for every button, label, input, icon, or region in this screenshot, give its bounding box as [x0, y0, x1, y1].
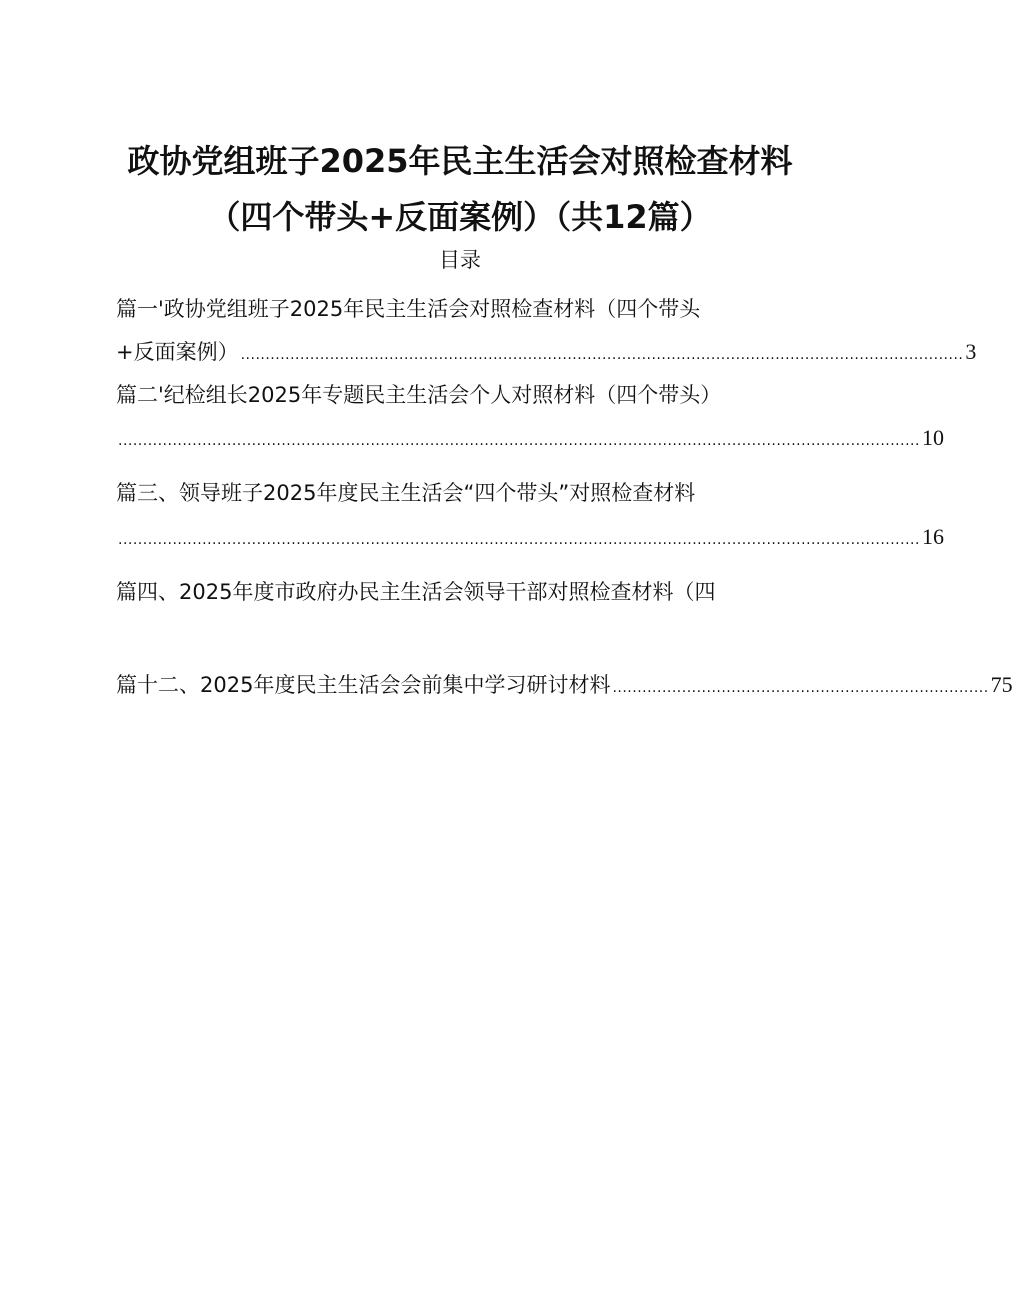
toc-entry-3[interactable] [116, 522, 944, 555]
toc-entry-4-title[interactable]: 篇四、2025年度市政府办民主生活会领导干部对照检查材料（四 [116, 580, 716, 604]
toc-entry-1-title[interactable]: 篇一'政协党组班子2025年民主生活会对照检查材料（四个带头 [116, 297, 701, 321]
toc-entry-1-leader: .................................................................................................................................................. [240, 347, 964, 363]
toc-entry-3-leader: .................................................................................................................................................................. [118, 532, 920, 548]
toc-entry-3-page: 16 [921, 524, 944, 549]
toc-entry-1-title-cont: +反面案例） [116, 340, 239, 364]
toc-entry-12-page: 75 [990, 672, 1013, 697]
toc-heading: 目录 [439, 248, 481, 272]
document-title-line-1: 政协党组班子2025年民主生活会对照检查材料 [127, 142, 793, 180]
toc-entry-12-title: 篇十二、2025年度民主生活会会前集中学习研讨材料 [116, 673, 611, 697]
toc-entry-2[interactable] [116, 423, 944, 456]
toc-entry-1[interactable] [116, 337, 977, 370]
toc-entry-1-page: 3 [965, 339, 977, 364]
document-title-line-2: （四个带头+反面案例）（共12篇） [208, 198, 712, 236]
toc-entry-3-title[interactable]: 篇三、领导班子2025年度民主生活会“四个带头”对照检查材料 [116, 481, 696, 505]
toc-entry-2-title[interactable]: 篇二'纪检组长2025年专题民主生活会个人对照材料（四个带头） [116, 383, 722, 407]
toc-entry-2-page: 10 [921, 425, 944, 450]
toc-entry-2-leader: .................................................................................................................................................................. [118, 433, 920, 449]
toc-entry-12-leader: ............................................................................ [612, 680, 989, 696]
toc-entry-12[interactable] [116, 670, 1013, 703]
